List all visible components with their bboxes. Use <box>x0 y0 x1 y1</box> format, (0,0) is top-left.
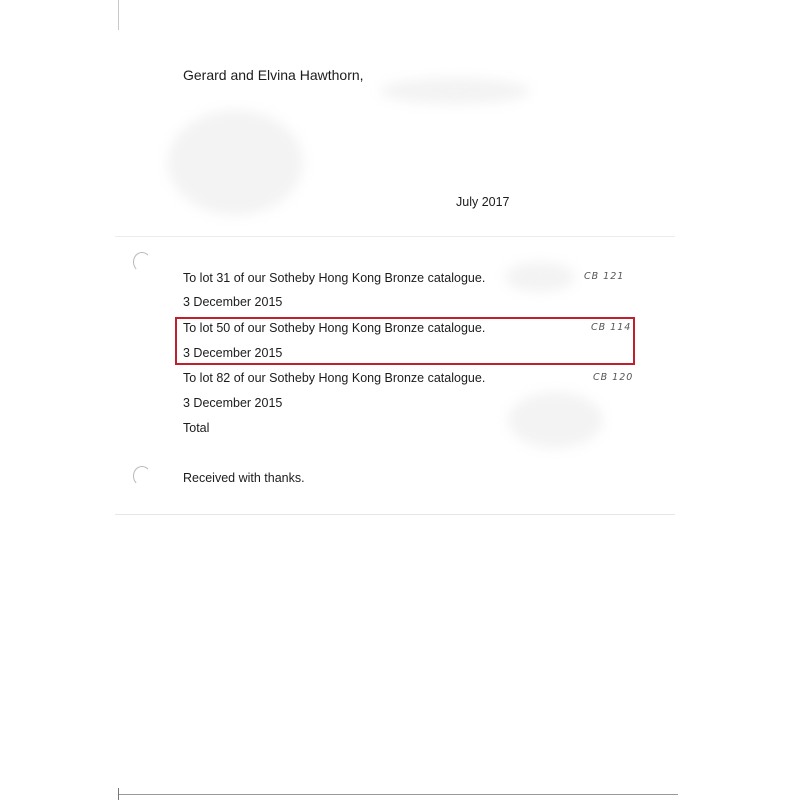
handwritten-ref: CB 114 <box>591 322 632 333</box>
entry-date: 3 December 2015 <box>183 396 283 410</box>
entry-date: 3 December 2015 <box>183 346 283 360</box>
redaction-smudge <box>380 78 530 104</box>
punch-hole-mark <box>133 466 151 486</box>
entry-date: 3 December 2015 <box>183 295 283 309</box>
highlight-box <box>175 317 635 365</box>
total-label: Total <box>183 421 210 435</box>
entry-description: To lot 50 of our Sotheby Hong Kong Bronze catalogue. <box>183 321 486 335</box>
closing-text: Received with thanks. <box>183 471 305 485</box>
salutation: Gerard and Elvina Hawthorn, <box>183 67 364 83</box>
left-edge-mark <box>118 0 119 30</box>
letter-date: July 2017 <box>456 195 510 209</box>
entry-description: To lot 82 of our Sotheby Hong Kong Bronze catalogue. <box>183 371 486 385</box>
handwritten-ref: CB 121 <box>584 271 625 282</box>
fold-line <box>115 514 675 515</box>
redaction-smudge <box>168 110 303 215</box>
punch-hole-mark <box>133 252 151 272</box>
redaction-smudge <box>508 392 603 448</box>
handwritten-ref: CB 120 <box>593 372 634 383</box>
page-bottom-edge <box>118 794 678 795</box>
redaction-smudge <box>505 262 575 292</box>
left-edge-mark <box>118 788 119 800</box>
fold-line <box>115 236 675 237</box>
entry-description: To lot 31 of our Sotheby Hong Kong Bronze catalogue. <box>183 271 486 285</box>
